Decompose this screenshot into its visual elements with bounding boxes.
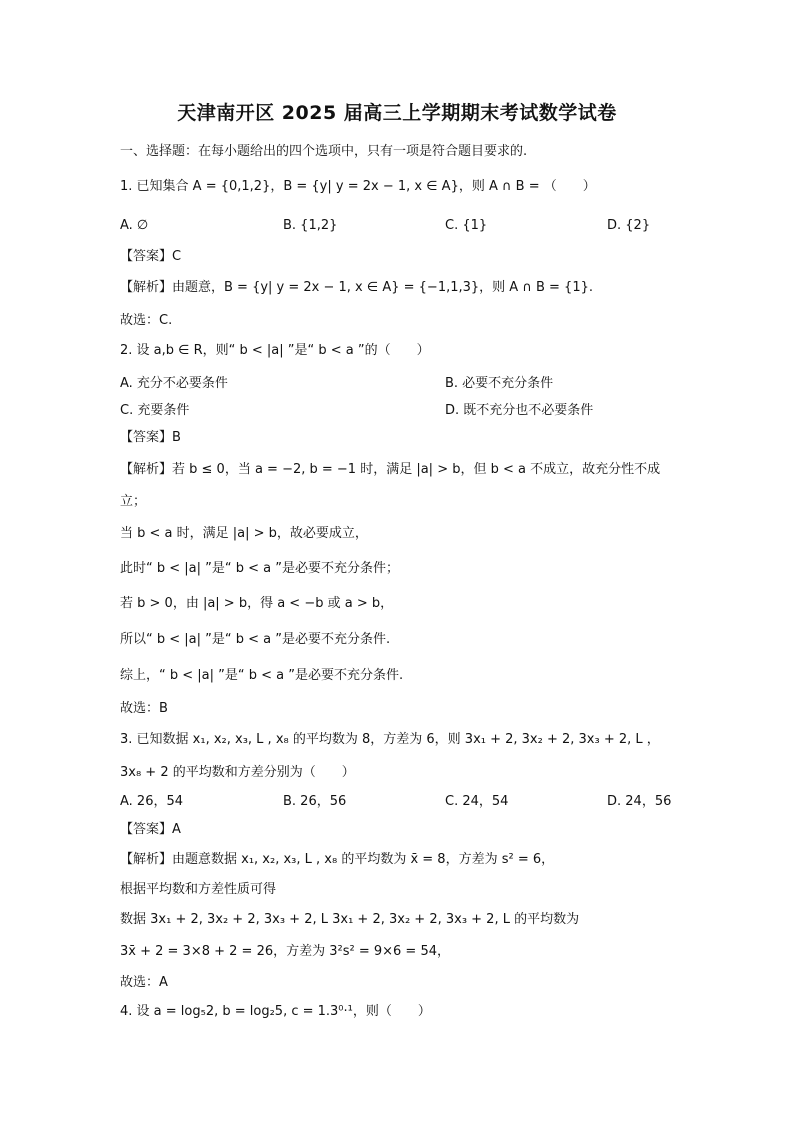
question-1-answer: 【答案】C [120, 249, 182, 264]
question-3-option-d: D. 24，56 [607, 794, 672, 809]
question-1-conclusion: 故选：C. [120, 313, 173, 328]
question-2-analysis-line-4: 此时“ b < |a| ”是“ b < a ”是必要不充分条件； [120, 561, 399, 576]
question-3-analysis-line-3: 数据 3x₁ + 2, 3x₂ + 2, 3x₃ + 2, L 3x₁ + 2, 3x₂ + 2, 3x₃ + 2, L 的平均数为 [120, 912, 580, 927]
question-2-analysis-line-5: 若 b > 0，由 |a| > b，得 a < −b 或 a > b， [120, 596, 394, 611]
question-2-conclusion: 故选：B [120, 701, 168, 716]
question-3-stem-line-1: 3. 已知数据 x₁, x₂, x₃, L , x₈ 的平均数为 8，方差为 6，则 3x₁ + 2, 3x₂ + 2, 3x₃ + 2, L ， [120, 732, 660, 747]
question-3-option-b: B. 26，56 [283, 794, 347, 809]
question-1-option-b: B. {1,2} [283, 218, 338, 233]
question-2-stem: 2. 设 a,b ∈ R，则“ b < |a| ”是“ b < a ”的（ ） [120, 343, 430, 358]
question-2-analysis-line-1: 【解析】若 b ≤ 0，当 a = −2, b = −1 时，满足 |a| > b，但 b < a 不成立，故充分性不成 [120, 462, 661, 477]
question-3-analysis-line-4: 3x̄ + 2 = 3×8 + 2 = 26，方差为 3²s² = 9×6 = 54， [120, 944, 451, 959]
question-2-answer: 【答案】B [120, 430, 181, 445]
question-2-analysis-line-3: 当 b < a 时，满足 |a| > b，故必要成立， [120, 526, 368, 541]
question-2-analysis-line-7: 综上，“ b < |a| ”是“ b < a ”是必要不充分条件. [120, 668, 404, 683]
question-2-option-c: C. 充要条件 [120, 403, 190, 418]
question-3-answer: 【答案】A [120, 822, 181, 837]
section-heading: 一、选择题：在每小题给出的四个选项中，只有一项是符合题目要求的. [120, 144, 528, 159]
question-2-analysis-line-2: 立； [120, 494, 147, 509]
question-3-analysis-line-2: 根据平均数和方差性质可得 [120, 882, 277, 897]
question-3-analysis-line-1: 【解析】由题意数据 x₁, x₂, x₃, L , x₈ 的平均数为 x̄ = 8，方差为 s² = 6， [120, 852, 555, 867]
question-1-analysis: 【解析】由题意，B = {y| y = 2x − 1, x ∈ A} = {−1,1,3}，则 A ∩ B = {1}. [120, 280, 594, 295]
question-1-option-a: A. ∅ [120, 218, 149, 233]
question-3-option-c: C. 24，54 [445, 794, 509, 809]
question-2-analysis-line-6: 所以“ b < |a| ”是“ b < a ”是必要不充分条件. [120, 632, 391, 647]
question-3-option-a: A. 26，54 [120, 794, 184, 809]
question-1-option-c: C. {1} [445, 218, 488, 233]
question-2-option-d: D. 既不充分也不必要条件 [445, 403, 594, 418]
page-title: 天津南开区 2025 届高三上学期期末考试数学试卷 [177, 102, 617, 124]
question-1-option-d: D. {2} [607, 218, 651, 233]
question-4-stem: 4. 设 a = log₅2, b = log₂5, c = 1.3⁰·¹，则（ ） [120, 1004, 431, 1019]
question-3-conclusion: 故选：A [120, 975, 168, 990]
question-3-stem-line-2: 3x₈ + 2 的平均数和方差分别为（ ） [120, 765, 355, 780]
question-2-option-b: B. 必要不充分条件 [445, 376, 554, 391]
question-2-option-a: A. 充分不必要条件 [120, 376, 228, 391]
question-1-stem: 1. 已知集合 A = {0,1,2}，B = {y| y = 2x − 1, x ∈ A}，则 A ∩ B = （ ） [120, 179, 596, 194]
